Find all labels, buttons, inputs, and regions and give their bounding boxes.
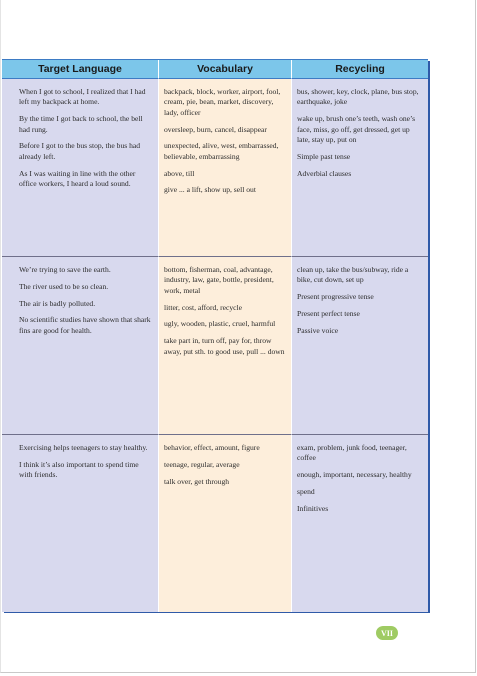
text-line: Simple past tense (297, 151, 351, 161)
text-line: I think it’s also important to spend time with friends. (19, 459, 139, 480)
text-line: wake up, brush one’s teeth, wash one’s face, miss, go off, get dressed, get up late, stay up, put on (297, 114, 416, 145)
text-line: teenage, regular, average (164, 459, 240, 469)
text-line: Present progressive tense (297, 292, 374, 302)
text-line: backpack, block, worker, airport, fool, cream, pie, bean, market, discovery, lady, officer (164, 87, 281, 117)
text-line: spend (297, 487, 315, 496)
row2-vocabulary-cell (158, 257, 292, 435)
text-line: By the time I got back to school, the bell had rung. (19, 114, 143, 134)
text-line: Adverbial clauses (297, 168, 352, 178)
page-number-badge: VII (376, 626, 398, 640)
text-line: The river used to be so clean. (19, 281, 109, 291)
text-line: We’re trying to save the earth. (19, 265, 111, 274)
text-line: above, till (164, 168, 195, 178)
row1-vocabulary-cell (158, 79, 292, 257)
text-line: enough, important, necessary, healthy (297, 470, 412, 480)
text-line: give ... a lift, show up, sell out (164, 185, 256, 195)
text-line: clean up, take the bus/subway, ride a bike, cut down, set up (297, 265, 409, 285)
row2-target-cell (2, 257, 158, 435)
row3-vocabulary-cell (158, 435, 292, 612)
text-line: Present perfect tense (297, 309, 360, 318)
text-line: The air is badly polluted. (19, 298, 96, 308)
text-line: Before I got to the bus stop, the bus had already left. (19, 141, 141, 161)
text-line: behavior, effect, amount, figure (164, 443, 260, 452)
row3-target-cell (2, 435, 158, 612)
text-line: litter, cost, afford, recycle (164, 302, 242, 312)
text-line: ugly, wooden, plastic, cruel, harmful (164, 319, 276, 329)
text-line: bottom, fisherman, coal, advantage, industry, law, gate, bottle, president, work, metal (164, 265, 274, 295)
text-line: As I was waiting in line with the other office workers, I heard a loud sound. (19, 168, 136, 189)
header-recycling: Recycling (292, 60, 428, 79)
text-line: talk over, get through (164, 476, 230, 486)
row2-recycling-cell (292, 257, 428, 435)
row1-recycling-cell (292, 79, 428, 257)
row3-recycling-cell (292, 435, 428, 612)
text-line: take part in, turn off, pay for, throw away, put sth. to good use, pull ... down (164, 336, 285, 356)
text-line: oversleep, burn, cancel, disappear (164, 124, 267, 134)
syllabus-table (2, 59, 428, 612)
text-line: Exercising helps teenagers to stay healthy. (19, 443, 148, 452)
text-line: Passive voice (297, 325, 339, 335)
header-target-language: Target Language (2, 60, 158, 79)
text-line: Infinitives (297, 503, 329, 513)
text-line: bus, shower, key, clock, plane, bus stop, earthquake, joke (297, 87, 419, 107)
header-vocabulary: Vocabulary (158, 60, 292, 79)
text-line: When I got to school, I realized that I had left my backpack at home. (19, 87, 146, 107)
text-line: exam, problem, junk food, teenager, coffee (297, 443, 407, 463)
text-line: No scientific studies have shown that shark fins are good for health. (19, 315, 151, 335)
text-line: unexpected, alive, west, embarrassed, believable, embarrassing (164, 141, 279, 161)
row1-target-cell (2, 79, 158, 257)
